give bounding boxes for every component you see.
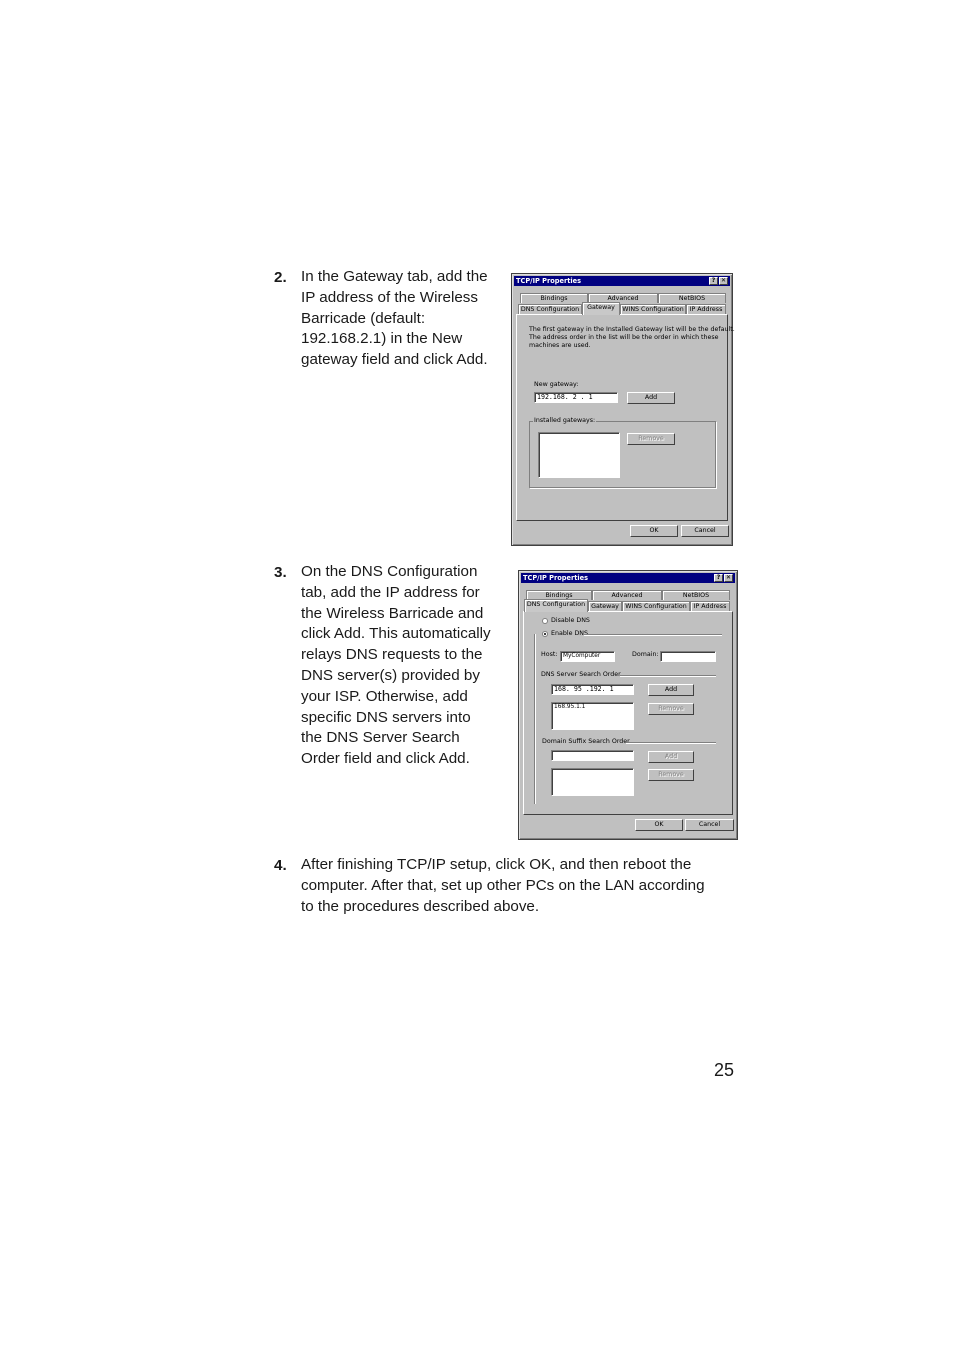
- list-item[interactable]: 168.95.1.1: [554, 704, 586, 710]
- step-3-line: your ISP. Otherwise, add: [301, 687, 468, 705]
- add-button[interactable]: Add: [627, 392, 675, 404]
- dns-add-button[interactable]: Add: [648, 684, 694, 696]
- tab-bindings[interactable]: Bindings: [520, 293, 588, 303]
- step-3-line: the DNS Server Search: [301, 729, 460, 747]
- installed-gateways-label: Installed gateways:: [534, 417, 596, 424]
- divider: [620, 675, 716, 677]
- installed-gateways-list[interactable]: [538, 432, 620, 478]
- description-line: The address order in the list will be the order in which these: [529, 334, 719, 341]
- cancel-button[interactable]: Cancel: [681, 525, 729, 537]
- disable-dns-radio[interactable]: [542, 618, 548, 624]
- domain-suffix-search-order-label: Domain Suffix Search Order: [542, 738, 630, 745]
- dns-server-list[interactable]: [551, 702, 634, 730]
- dialog-title: TCP/IP Properties: [523, 574, 589, 582]
- tab-advanced[interactable]: Advanced: [592, 590, 662, 600]
- tab-ip-address[interactable]: IP Address: [686, 304, 726, 314]
- step-2-line: 192.168.2.1) in the New: [301, 330, 463, 348]
- step-2-line: gateway field and click Add.: [301, 351, 488, 369]
- step-2-number: 2.: [274, 269, 287, 286]
- step-3-text: [301, 562, 491, 770]
- step-2-line: Barricade (default:: [301, 309, 426, 327]
- step-3-line: the Wireless Barricade and: [301, 604, 484, 622]
- step-3-line: Order field and click Add.: [301, 750, 470, 768]
- domain-suffix-input[interactable]: [551, 750, 634, 761]
- enable-dns-radio[interactable]: [542, 631, 548, 637]
- host-label: Host:: [541, 651, 558, 658]
- ok-button[interactable]: OK: [635, 819, 683, 831]
- step-3-number: 3.: [274, 564, 287, 581]
- suffix-add-button[interactable]: Add: [648, 751, 694, 763]
- dialog-titlebar: [521, 573, 735, 583]
- dialog-titlebar: [514, 276, 730, 286]
- divider: [626, 742, 716, 744]
- step-2-text: [301, 267, 488, 371]
- step-4-line: to the procedures described above.: [301, 897, 540, 915]
- divider: [584, 634, 722, 636]
- close-icon[interactable]: ✕: [720, 277, 727, 284]
- step-2-line: IP address of the Wireless: [301, 288, 478, 306]
- enable-dns-label: Enable DNS: [551, 630, 589, 637]
- step-3-line: relays DNS requests to the: [301, 646, 483, 664]
- step-3-line: On the DNS Configuration: [301, 563, 478, 580]
- dns-server-search-order-label: DNS Server Search Order: [541, 671, 621, 678]
- step-2-line: In the Gateway tab, add the: [301, 268, 488, 285]
- tcpip-properties-dialog-dns: [518, 570, 738, 840]
- domain-input[interactable]: [660, 651, 716, 662]
- remove-button[interactable]: Remove: [627, 433, 675, 445]
- step-4-number: 4.: [274, 857, 287, 874]
- description-line: machines are used.: [529, 342, 591, 349]
- tab-dns-configuration[interactable]: DNS Configuration: [524, 599, 588, 612]
- suffix-remove-button[interactable]: Remove: [648, 769, 694, 781]
- dns-remove-button[interactable]: Remove: [648, 703, 694, 715]
- tab-ip-address[interactable]: IP Address: [690, 601, 730, 611]
- step-3-line: click Add. This automatically: [301, 625, 491, 643]
- host-input[interactable]: MyComputer: [560, 651, 615, 662]
- tab-wins-configuration[interactable]: WINS Configuration: [620, 304, 686, 314]
- new-gateway-label: New gateway:: [534, 381, 579, 388]
- close-icon[interactable]: ✕: [725, 574, 732, 581]
- group-line: [534, 634, 536, 804]
- new-gateway-input[interactable]: 192.168. 2 . 1: [534, 392, 618, 403]
- dialog-title: TCP/IP Properties: [516, 277, 582, 285]
- tab-advanced[interactable]: Advanced: [588, 293, 658, 303]
- tcpip-properties-dialog-gateway: [511, 273, 733, 546]
- step-4-text: [301, 855, 705, 917]
- step-4-line: After finishing TCP/IP setup, click OK, and then reboot the: [301, 856, 692, 873]
- description-line: The first gateway in the Installed Gateway list will be the default.: [529, 326, 735, 333]
- tab-gateway[interactable]: Gateway: [582, 302, 620, 315]
- help-button[interactable]: ?: [714, 574, 723, 582]
- tab-netbios[interactable]: NetBIOS: [662, 590, 730, 600]
- step-4-line: computer. After that, set up other PCs on the LAN according: [301, 876, 705, 894]
- gateway-description: [529, 326, 735, 350]
- domain-suffix-list[interactable]: [551, 768, 634, 796]
- tab-gateway[interactable]: Gateway: [588, 601, 622, 611]
- cancel-button[interactable]: Cancel: [685, 819, 734, 831]
- tab-panel: [516, 314, 735, 521]
- tab-dns-configuration[interactable]: DNS Configuration: [518, 304, 582, 314]
- step-3-line: specific DNS servers into: [301, 708, 471, 726]
- dns-server-input[interactable]: 168. 95 .192. 1: [551, 684, 634, 695]
- domain-label: Domain:: [632, 651, 659, 658]
- ok-button[interactable]: OK: [630, 525, 678, 537]
- step-3-line: DNS server(s) provided by: [301, 666, 480, 684]
- tab-netbios[interactable]: NetBIOS: [658, 293, 726, 303]
- page-number: 25: [714, 1060, 735, 1080]
- step-3-line: tab, add the IP address for: [301, 583, 480, 601]
- disable-dns-label: Disable DNS: [551, 617, 590, 624]
- tab-wins-configuration[interactable]: WINS Configuration: [622, 601, 690, 611]
- help-button[interactable]: ?: [709, 277, 718, 285]
- tab-panel: [523, 611, 733, 815]
- tab-bindings[interactable]: Bindings: [526, 590, 592, 600]
